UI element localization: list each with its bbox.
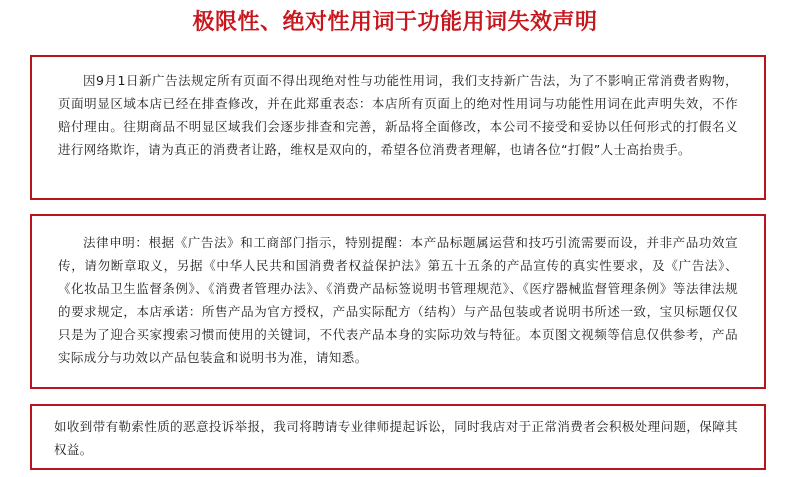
notice-box-complaint-warning bbox=[30, 404, 766, 470]
notice-box-invalidation bbox=[30, 55, 766, 200]
notice-text-complaint-warning: 如收到带有勒索性质的恶意投诉举报，我司将聘请专业律师提起诉讼，同时我店对于正常消费者会积极处理问题，保障其权益。 bbox=[54, 419, 738, 457]
notice-text-legal-statement: 法律申明：根据《广告法》和工商部门指示，特别提醒：本产品标题属运营和技巧引流需要而设，并非产品功效宣传，请勿断章取义，另据《中华人民共和国消费者权益保护法》第五十五条的产品宣传的真实性要求，及《广告法》、《化妆品卫生监督条例》、《消费者管理办法》、《消费产品标签说明书管理规范》、《医疗器械监督管理条例》等法律法规的要求规定，本店承诺：所售产品为官方授权，产品实际配方（结构）与产品包装或者说明书所述一致，宝贝标题仅仅只是为了迎合买家搜索习惯而使用的关键词，不代表产品本身的实际功效与特征。本页图文视频等信息仅供参考，产品实际成分与功效以产品包装盒和说明书为准，请知悉。 bbox=[58, 235, 738, 365]
page-title: 极限性、绝对性用词于功能用词失效声明 bbox=[192, 10, 598, 35]
notice-box-legal-statement bbox=[30, 214, 766, 389]
notice-text-invalidation: 因9月1日新广告法规定所有页面不得出现绝对性与功能性用词，我们支持新广告法，为了不影响正常消费者购物，页面明显区域本店已经在排查修改，并在此郑重表态：本店所有页面上的绝对性用词与功能性用词在此声明失效，不作赔付理由。往期商品不明显区域我们会逐步排查和完善，新品将全面修改，本公司不接受和妥协以任何形式的打假名义进行网络欺诈，请为真正的消费者让路，维权是双向的，希望各位消费者理解，也请各位“打假”人士高抬贵手。 bbox=[58, 73, 738, 157]
